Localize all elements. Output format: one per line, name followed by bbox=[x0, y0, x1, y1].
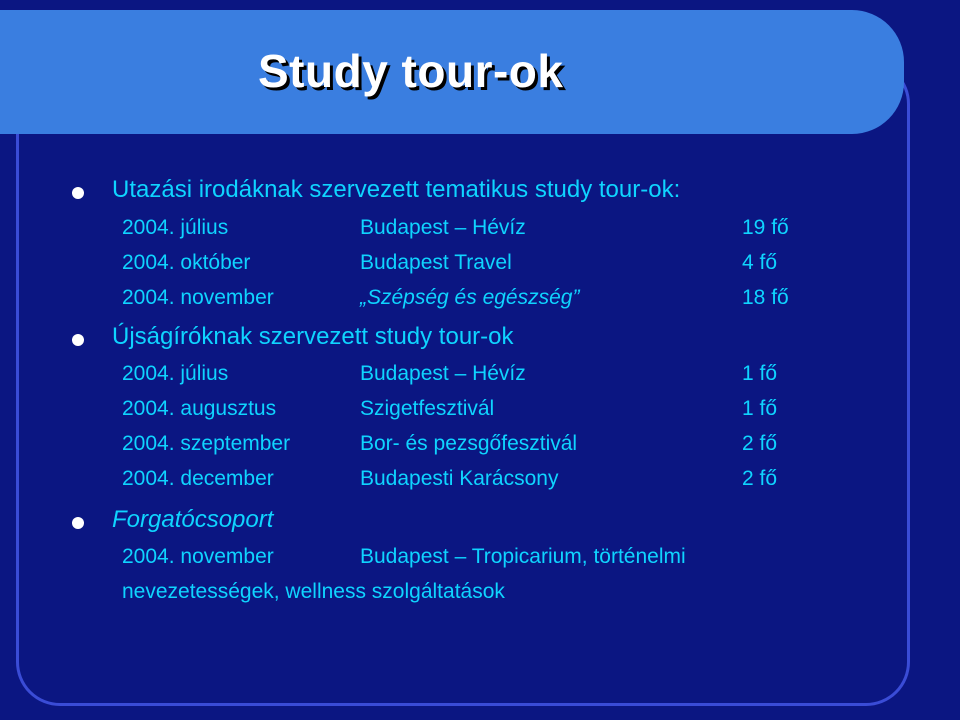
row-date: 2004. november bbox=[122, 286, 274, 309]
row-date: 2004. augusztus bbox=[122, 397, 277, 420]
table-row bbox=[122, 216, 842, 242]
bullet-film-crew bbox=[82, 506, 273, 534]
table-row bbox=[122, 432, 842, 458]
bullet-heading: Utazási irodáknak szervezett tematikus study tour-ok: bbox=[112, 176, 681, 203]
row-count: 2 fő bbox=[742, 432, 778, 455]
row-name: „Szépség és egészség” bbox=[360, 286, 580, 309]
table-row bbox=[122, 362, 842, 388]
table-row bbox=[122, 467, 842, 493]
row-count: 19 fő bbox=[742, 216, 789, 239]
bullet-heading: Újságíróknak szervezett study tour-ok bbox=[112, 323, 514, 350]
row-date: 2004. július bbox=[122, 362, 229, 385]
row-name: Szigetfesztivál bbox=[360, 397, 495, 420]
row-count: 18 fő bbox=[742, 286, 789, 309]
table-row bbox=[122, 251, 842, 277]
bullet-travel-agencies bbox=[82, 176, 680, 204]
row-continuation: nevezetességek, wellness szolgáltatások bbox=[122, 580, 505, 603]
row-name: Budapest – Hévíz bbox=[360, 362, 526, 385]
row-name: Bor- és pezsgőfesztivál bbox=[360, 432, 578, 455]
row-date: 2004. november bbox=[122, 545, 274, 568]
row-date: 2004. július bbox=[122, 216, 229, 239]
row-date: 2004. október bbox=[122, 251, 251, 274]
row-date: 2004. december bbox=[122, 467, 274, 490]
row-count: 1 fő bbox=[742, 397, 778, 420]
row-count: 1 fő bbox=[742, 362, 778, 385]
bullet-journalists bbox=[82, 323, 514, 351]
row-count: 4 fő bbox=[742, 251, 778, 274]
row-name: Budapest Travel bbox=[360, 251, 512, 274]
row-date: 2004. szeptember bbox=[122, 432, 291, 455]
bullet-heading: Forgatócsoport bbox=[112, 506, 274, 533]
table-row bbox=[122, 397, 842, 423]
row-count: 2 fő bbox=[742, 467, 778, 490]
slide-title: Study tour-ok bbox=[258, 45, 564, 97]
row-name: Budapesti Karácsony bbox=[360, 467, 559, 490]
table-row bbox=[122, 286, 842, 312]
row-name: Budapest – Hévíz bbox=[360, 216, 526, 239]
table-row bbox=[122, 545, 842, 571]
row-name: Budapest – Tropicarium, történelmi bbox=[360, 545, 686, 568]
